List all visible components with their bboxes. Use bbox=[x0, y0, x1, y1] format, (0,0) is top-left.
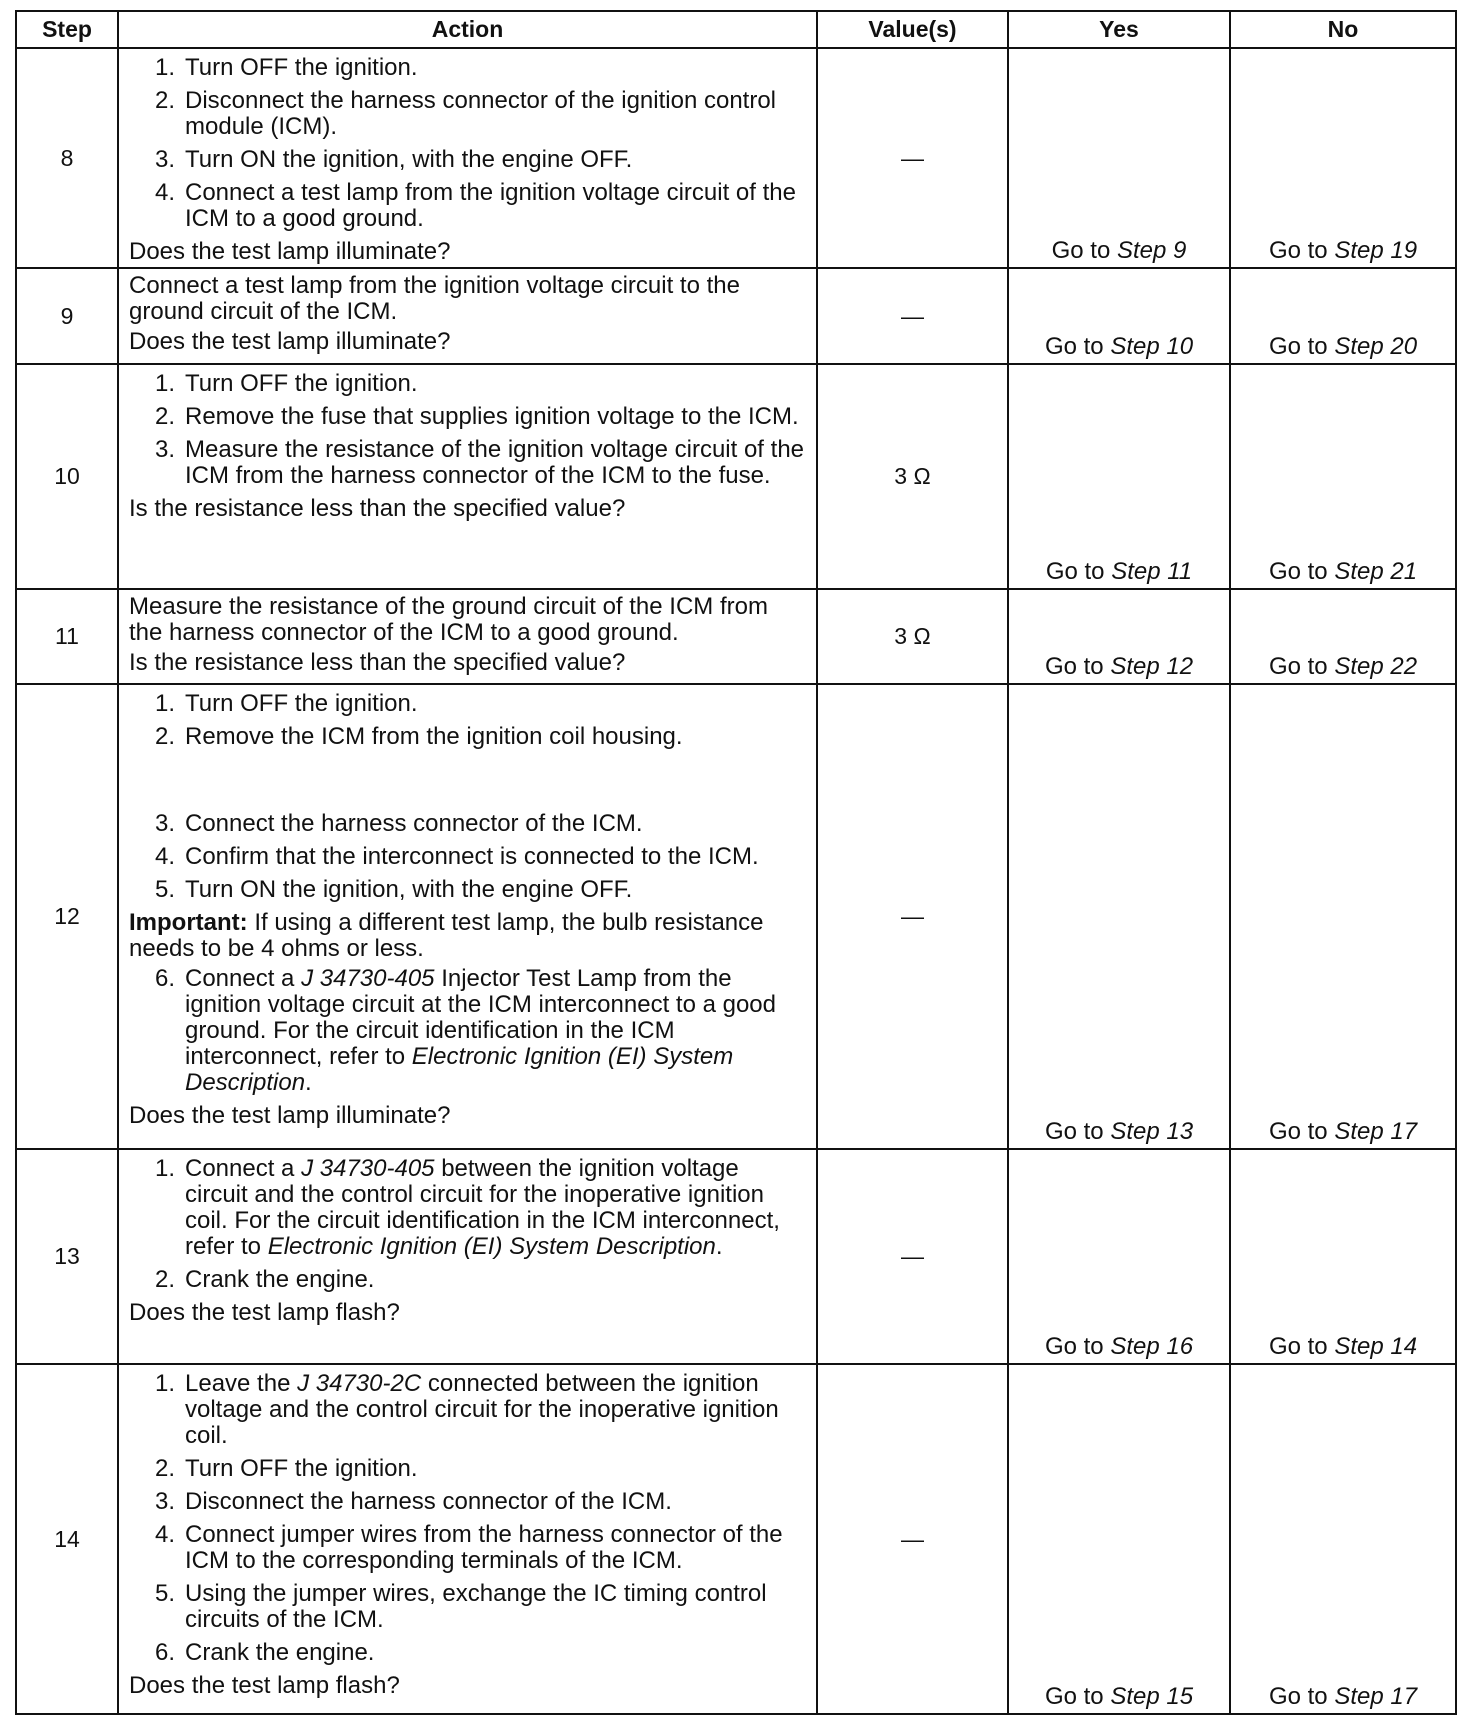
yes-cell: Go to Step 10 bbox=[1008, 268, 1230, 364]
question-text: Does the test lamp flash? bbox=[129, 1672, 400, 1699]
no-step-link[interactable]: Step 17 bbox=[1334, 1683, 1418, 1710]
table-row-step-8 bbox=[16, 48, 1456, 268]
list-item: 4. Connect jumper wires from the harness connector of the ICM to the corresponding terminals of the ICM. bbox=[154, 1521, 783, 1574]
no-cell: Go to Step 17 bbox=[1230, 684, 1456, 1149]
header-no: No bbox=[1230, 11, 1456, 48]
yes-cell: Go to Step 16 bbox=[1008, 1149, 1230, 1364]
value-cell: 3 Ω bbox=[817, 364, 1008, 589]
step-number: 10 bbox=[16, 364, 118, 589]
yes-cell: Go to Step 9 bbox=[1008, 48, 1230, 268]
action-cell bbox=[118, 589, 817, 684]
yes-step-link[interactable]: Step 13 bbox=[1110, 1118, 1194, 1145]
table-row-step-9 bbox=[16, 268, 1456, 364]
value-cell: — bbox=[817, 48, 1008, 268]
important-note: Important: If using a different test lamp, the bulb resistance needs to be 4 ohms or less. bbox=[129, 909, 764, 962]
tool-ref: J 34730-2C bbox=[297, 1370, 422, 1397]
step-number: 11 bbox=[16, 589, 118, 684]
step-number: 8 bbox=[16, 48, 118, 268]
list-item: 1. Turn OFF the ignition. bbox=[154, 690, 418, 717]
action-cell bbox=[118, 1364, 817, 1714]
no-step-link[interactable]: Step 22 bbox=[1334, 653, 1418, 680]
no-cell: Go to Step 19 bbox=[1230, 48, 1456, 268]
step-number: 14 bbox=[16, 1364, 118, 1714]
yes-step-link[interactable]: Step 9 bbox=[1116, 237, 1187, 264]
question-text: Does the test lamp illuminate? bbox=[129, 1102, 451, 1129]
list-item: 1. Leave the J 34730-2C connected between the ignition voltage and the control circuit for the inoperative ignition coil. bbox=[154, 1370, 779, 1449]
table-row-step-13 bbox=[16, 1149, 1456, 1364]
no-cell: Go to Step 14 bbox=[1230, 1149, 1456, 1364]
list-item: 1. Turn OFF the ignition. bbox=[154, 370, 418, 397]
list-item: 2. Remove the fuse that supplies ignition voltage to the ICM. bbox=[154, 403, 799, 430]
yes-step-link[interactable]: Step 16 bbox=[1110, 1333, 1194, 1360]
value-cell: — bbox=[817, 1149, 1008, 1364]
header-row bbox=[16, 11, 1456, 48]
no-step-link[interactable]: Step 21 bbox=[1334, 558, 1418, 585]
doc-ref-link[interactable]: Electronic Ignition (EI) System Description bbox=[185, 1043, 734, 1096]
yes-step-link[interactable]: Step 12 bbox=[1110, 653, 1194, 680]
no-cell: Go to Step 21 bbox=[1230, 364, 1456, 589]
no-step-link[interactable]: Step 14 bbox=[1334, 1333, 1418, 1360]
yes-cell: Go to Step 15 bbox=[1008, 1364, 1230, 1714]
list-item: 1. Connect a J 34730-405 between the ignition voltage circuit and the control circuit for the inoperative ignition coil. For the circuit identification in the ICM interconnect, refer to Electronic Ignition (EI) System Description. bbox=[154, 1155, 780, 1260]
yes-step-link[interactable]: Step 15 bbox=[1110, 1683, 1194, 1710]
table-row-step-14 bbox=[16, 1364, 1456, 1714]
no-cell: Go to Step 20 bbox=[1230, 268, 1456, 364]
header-step: Step bbox=[16, 11, 118, 48]
step-number: 13 bbox=[16, 1149, 118, 1364]
header-values: Value(s) bbox=[817, 11, 1008, 48]
value-cell: — bbox=[817, 268, 1008, 364]
value-cell: 3 Ω bbox=[817, 589, 1008, 684]
yes-cell: Go to Step 13 bbox=[1008, 684, 1230, 1149]
list-item: 5. Using the jumper wires, exchange the IC timing control circuits of the ICM. bbox=[154, 1580, 767, 1633]
header-yes: Yes bbox=[1008, 11, 1230, 48]
action-cell bbox=[118, 684, 817, 1149]
list-item: 1. Turn OFF the ignition. bbox=[154, 54, 418, 81]
tool-ref: J 34730-405 bbox=[301, 965, 435, 992]
no-step-link[interactable]: Step 19 bbox=[1334, 237, 1418, 264]
action-cell bbox=[118, 364, 817, 589]
step-number: 9 bbox=[16, 268, 118, 364]
action-cell bbox=[118, 48, 817, 268]
yes-cell: Go to Step 11 bbox=[1008, 364, 1230, 589]
list-item: 2. Crank the engine. bbox=[154, 1266, 375, 1293]
yes-cell: Go to Step 12 bbox=[1008, 589, 1230, 684]
action-text: Measure the resistance of the ground circuit of the ICM from the harness connector of the ICM to a good ground. bbox=[129, 593, 768, 646]
no-step-link[interactable]: Step 20 bbox=[1334, 333, 1418, 360]
tool-ref: J 34730-405 bbox=[301, 1155, 435, 1182]
list-item: 6. Connect a J 34730-405 Injector Test Lamp from the ignition voltage circuit at the ICM interconnect to a good ground. For the circuit identification in the ICM interconnect, refer to Electronic Ignition (EI) System Description. bbox=[154, 965, 776, 1096]
question-text: Does the test lamp illuminate? bbox=[129, 328, 451, 355]
question-text: Does the test lamp flash? bbox=[129, 1299, 400, 1326]
list-item: 5. Turn ON the ignition, with the engine OFF. bbox=[154, 876, 633, 903]
action-cell bbox=[118, 1149, 817, 1364]
list-item: 2. Remove the ICM from the ignition coil housing. bbox=[154, 723, 683, 750]
yes-step-link[interactable]: Step 11 bbox=[1111, 558, 1193, 585]
no-cell: Go to Step 22 bbox=[1230, 589, 1456, 684]
list-item: 4. Confirm that the interconnect is connected to the ICM. bbox=[154, 843, 759, 870]
table-row-step-10 bbox=[16, 364, 1456, 589]
list-item: 3. Disconnect the harness connector of the ICM. bbox=[154, 1488, 672, 1515]
question-text: Is the resistance less than the specified value? bbox=[129, 649, 626, 676]
table-row-step-11 bbox=[16, 589, 1456, 684]
diagnostic-table bbox=[15, 10, 1457, 1715]
question-text: Is the resistance less than the specified value? bbox=[129, 495, 626, 522]
list-item: 2. Turn OFF the ignition. bbox=[154, 1455, 418, 1482]
list-item: 3. Connect the harness connector of the ICM. bbox=[154, 810, 643, 837]
step-number: 12 bbox=[16, 684, 118, 1149]
list-item: 3. Turn ON the ignition, with the engine OFF. bbox=[154, 146, 633, 173]
list-item: 2. Disconnect the harness connector of the ignition control module (ICM). bbox=[154, 87, 777, 140]
yes-step-link[interactable]: Step 10 bbox=[1110, 333, 1194, 360]
value-cell: — bbox=[817, 1364, 1008, 1714]
doc-ref-link[interactable]: Electronic Ignition (EI) System Description bbox=[267, 1233, 716, 1260]
no-step-link[interactable]: Step 17 bbox=[1334, 1118, 1418, 1145]
action-text: Connect a test lamp from the ignition voltage circuit to the ground circuit of the ICM. bbox=[129, 272, 740, 325]
table-row-step-12 bbox=[16, 684, 1456, 1149]
list-item: 4. Connect a test lamp from the ignition voltage circuit of the ICM to a good ground. bbox=[154, 179, 796, 232]
value-cell: — bbox=[817, 684, 1008, 1149]
action-cell bbox=[118, 268, 817, 364]
list-item: 6. Crank the engine. bbox=[154, 1639, 375, 1666]
no-cell: Go to Step 17 bbox=[1230, 1364, 1456, 1714]
question-text: Does the test lamp illuminate? bbox=[129, 238, 451, 265]
list-item: 3. Measure the resistance of the ignition voltage circuit of the ICM from the harness connector of the ICM to the fuse. bbox=[154, 436, 805, 489]
header-action: Action bbox=[118, 11, 817, 48]
